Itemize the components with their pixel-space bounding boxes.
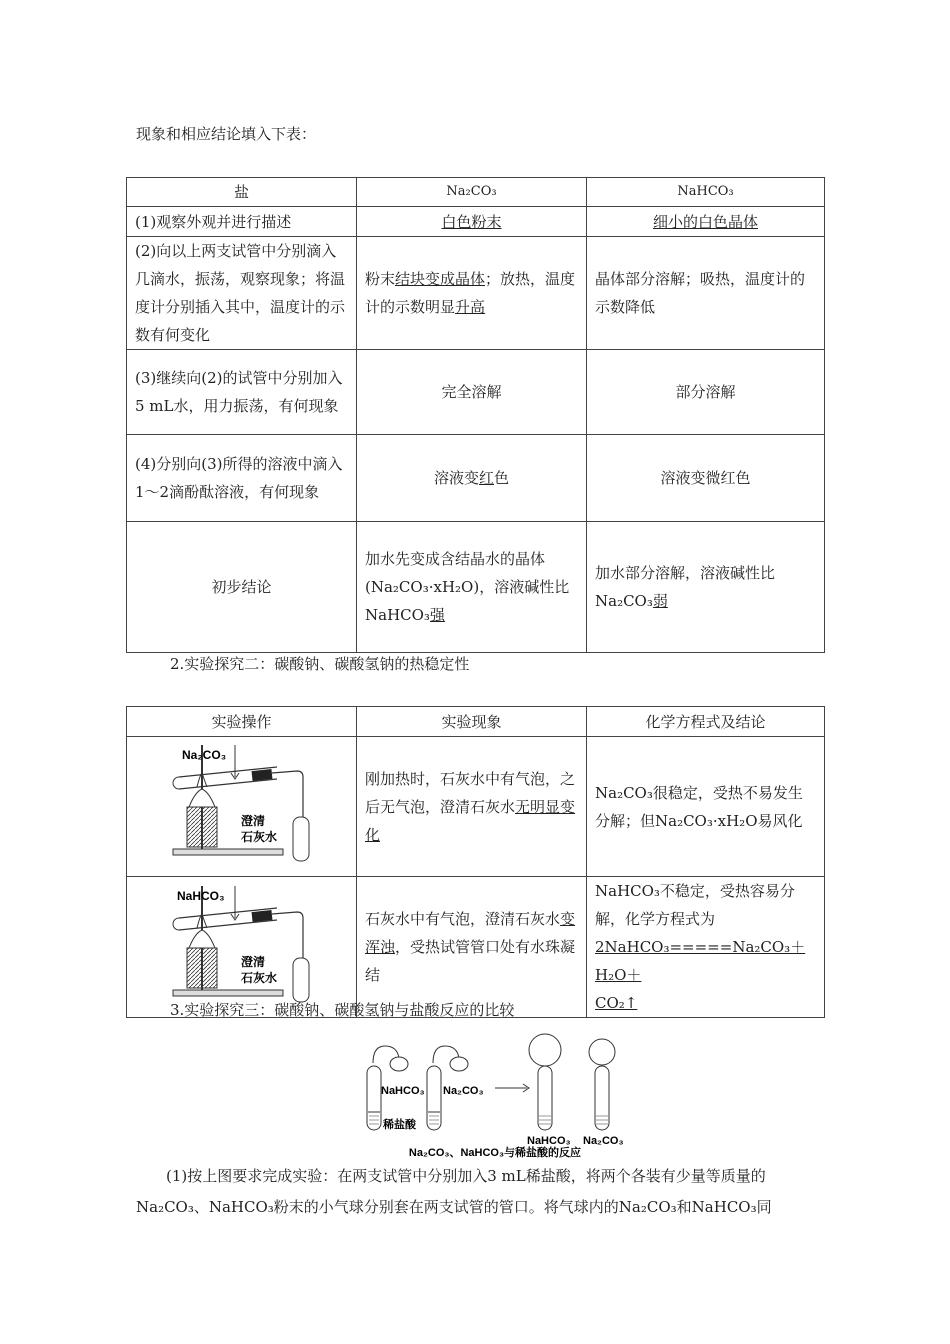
table-row (127, 877, 825, 1018)
header-conclusion: 化学方程式及结论 (587, 707, 825, 737)
section-3-title: 3.实验探究三：碳酸钠、碳酸氢钠与盐酸反应的比较 (170, 1001, 515, 1019)
reaction-figure (355, 1028, 635, 1158)
op-cell: (4)分别向(3)所得的溶液中滴入1～2滴酚酞溶液，有何现象 (127, 435, 357, 522)
paragraph-1: (1)按上图要求完成实验：在两支试管中分别加入3 mL稀盐酸，将两个各装有少量等质量的Na₂CO₃、NaHCO₃粉末的小气球分别套在两支试管的管口。将气球内的Na₂CO₃和NaHCO₃同 (136, 1167, 772, 1216)
na2co3-cell: 完全溶解 (357, 350, 587, 435)
header-salt: 盐 (127, 178, 357, 207)
table-row (127, 435, 825, 522)
header-nahco3: NaHCO₃ (587, 178, 825, 207)
heating-apparatus-figure (127, 737, 357, 867)
op-cell: (2)向以上两支试管中分别滴入几滴水，振荡，观察现象；将温度计分别插入其中，温度计的示数有何变化 (127, 237, 357, 350)
table-row (127, 207, 825, 237)
table-row (127, 522, 825, 653)
phenomenon-cell: 石灰水中有气泡，澄清石灰水变浑浊，受热试管管口处有水珠凝结 (357, 877, 587, 1018)
label-na2co3-right: Na₂CO₃ (583, 1135, 624, 1147)
table-row (127, 350, 825, 435)
table-row (127, 737, 825, 877)
svg-text:Na₂CO₃: Na₂CO₃ (182, 748, 227, 762)
svg-text:澄清: 澄清 (241, 814, 266, 828)
nahco3-cell: 部分溶解 (587, 350, 825, 435)
nahco3-cell: 细小的白色晶体 (587, 207, 825, 237)
table-row (127, 237, 825, 350)
label-acid: 稀盐酸 (383, 1119, 416, 1131)
svg-text:石灰水: 石灰水 (241, 970, 278, 985)
svg-text:NaHCO₃: NaHCO₃ (177, 888, 225, 903)
intro-text: 现象和相应结论填入下表： (136, 125, 317, 143)
label-nahco3-left: NaHCO₃ (381, 1085, 425, 1097)
table-header-row (127, 178, 825, 207)
apparatus-cell-nahco3 (127, 877, 357, 1018)
comparison-table (126, 177, 825, 653)
apparatus-cell-na2co3 (127, 737, 357, 877)
nahco3-conclusion: 加水部分溶解，溶液碱性比 Na₂CO₃弱 (587, 522, 825, 653)
heating-apparatus-figure (127, 878, 357, 1008)
op-cell: (1)观察外观并进行描述 (127, 207, 357, 237)
label-nahco3-right: NaHCO₃ (527, 1135, 571, 1147)
header-phenomenon: 实验现象 (357, 707, 587, 737)
na2co3-cell: 粉末结块变成晶体；放热，温度计的示数明显升高 (357, 237, 587, 350)
na2co3-cell: 溶液变红色 (357, 435, 587, 522)
na2co3-conclusion: 加水先变成含结晶水的晶体 (Na₂CO₃·xH₂O)，溶液碱性比 NaHCO₃强 (357, 522, 587, 653)
header-na2co3: Na₂CO₃ (357, 178, 587, 207)
section-2-title: 2.实验探究二：碳酸钠、碳酸氢钠的热稳定性 (170, 655, 470, 673)
conclusion-label: 初步结论 (127, 522, 357, 653)
phenomenon-cell: 刚加热时，石灰水中有气泡，之后无气泡，澄清石灰水无明显变化 (357, 737, 587, 877)
svg-text:澄清: 澄清 (241, 954, 266, 969)
nahco3-cell: 溶液变微红色 (587, 435, 825, 522)
op-cell: (3)继续向(2)的试管中分别加入5 mL水，用力振荡，有何现象 (127, 350, 357, 435)
header-operation: 实验操作 (127, 707, 357, 737)
na2co3-cell: 白色粉末 (357, 207, 587, 237)
table-header-row (127, 707, 825, 737)
conclusion-cell: NaHCO₃不稳定，受热容易分 解，化学方程式为 2NaHCO₃=====Na₂CO₃＋H₂O＋ CO₂↑ (587, 877, 825, 1018)
figure-caption: Na₂CO₃、NaHCO₃与稀盐酸的反应 (408, 1147, 582, 1158)
thermal-stability-table (126, 706, 825, 1018)
conclusion-cell: Na₂CO₃很稳定，受热不易发生 分解；但Na₂CO₃·xH₂O易风化 (587, 737, 825, 877)
label-na2co3-left: Na₂CO₃ (443, 1085, 484, 1097)
svg-text:石灰水: 石灰水 (241, 830, 278, 844)
nahco3-cell: 晶体部分溶解；吸热，温度计的示数降低 (587, 237, 825, 350)
